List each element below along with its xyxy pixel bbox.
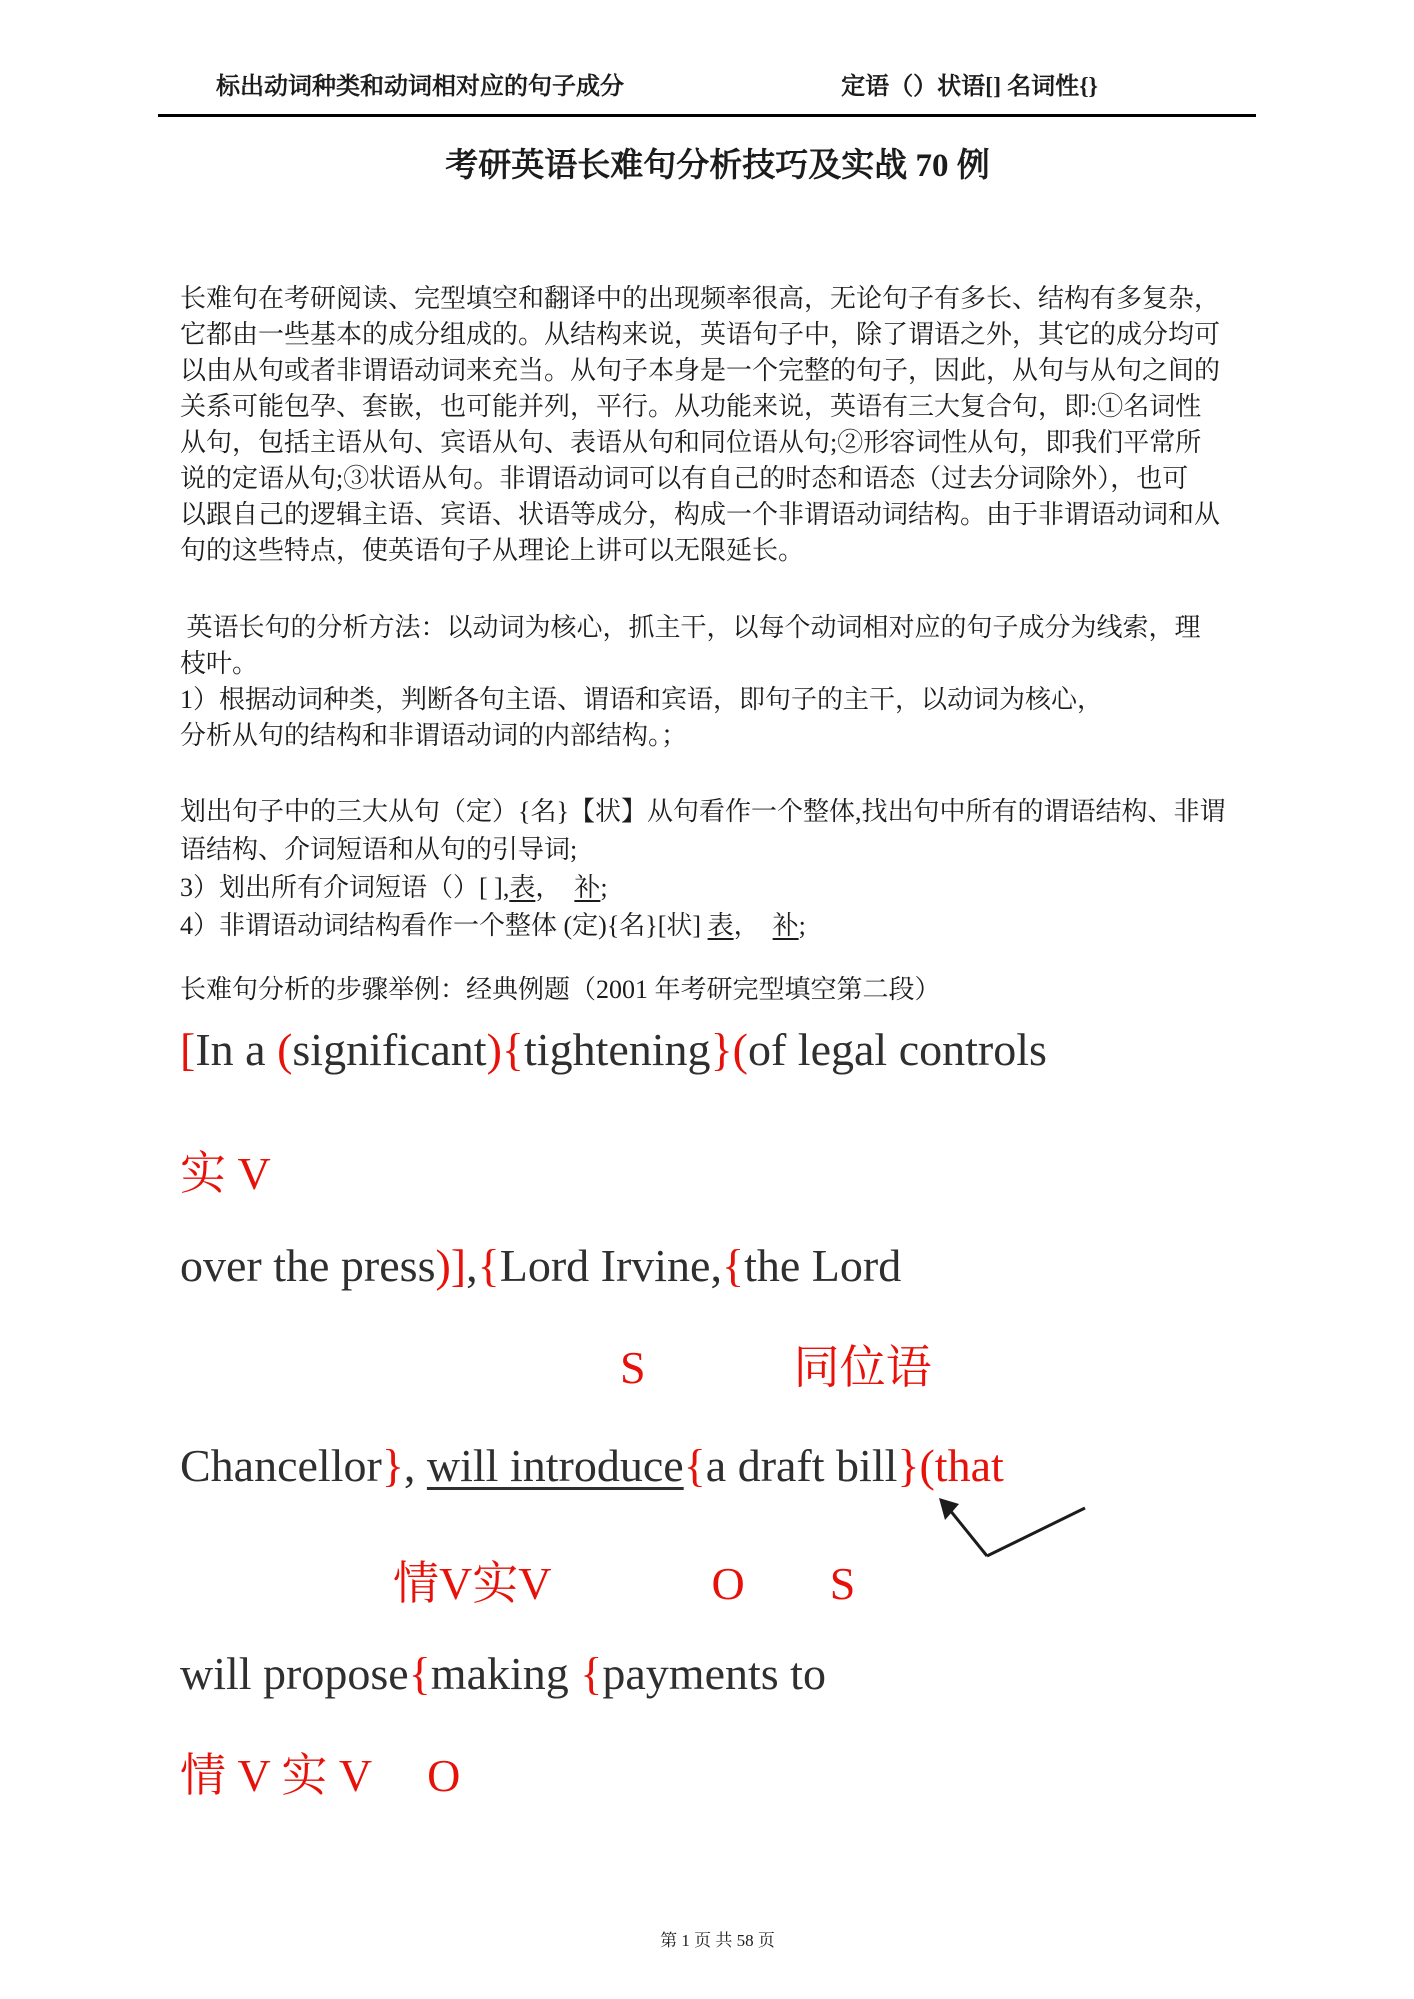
example-caption: 长难句分析的步骤举例：经典例题（2001 年考研完型填空第二段） <box>180 975 941 1004</box>
markup-symbol: )] <box>435 1240 467 1291</box>
markup-symbol: ( <box>277 1024 293 1075</box>
text-segment: 表 <box>707 911 734 940</box>
rules-line-2: 语结构、介词短语和从句的引导词; <box>180 835 578 864</box>
markup-symbol: 情V实V <box>393 1558 552 1609</box>
header-left-text: 标出动词种类和动词相对应的句子成分 <box>216 74 624 100</box>
markup-symbol: S <box>620 1342 646 1393</box>
text-segment: , <box>403 1440 427 1491</box>
paragraph-line: 长难句在考研阅读、完型填空和翻译中的出现频率很高，无论句子有多长、结构有多复杂， <box>180 284 1221 313</box>
rules-line-4 <box>180 907 1265 945</box>
text-segment: significant <box>292 1024 487 1075</box>
markup-symbol: 情 V 实 V <box>180 1750 373 1801</box>
annotation-line-3 <box>180 1556 855 1612</box>
markup-symbol: { <box>408 1648 431 1699</box>
annotation-arrow-icon <box>925 1494 1095 1566</box>
markup-symbol: O <box>711 1558 745 1609</box>
text-segment: will propose <box>180 1648 409 1699</box>
markup-symbol: } <box>897 1440 920 1491</box>
text-segment: , <box>466 1240 478 1291</box>
markup-symbol: 同位语 <box>793 1342 932 1393</box>
markup-symbol: [ <box>180 1024 196 1075</box>
markup-symbol: ) <box>486 1024 502 1075</box>
sentence-line-2 <box>180 1238 901 1294</box>
paragraph-line: 英语长句的分析方法：以动词为核心，抓主干，以每个动词相对应的句子成分为线索，理 <box>180 613 1201 642</box>
text-segment: payments to <box>602 1648 826 1699</box>
annotation-line-2 <box>180 1340 932 1396</box>
text-segment: making <box>430 1648 581 1699</box>
markup-symbol: } <box>381 1440 404 1491</box>
text-segment: Chancellor <box>180 1440 382 1491</box>
markup-symbol: 实 V <box>180 1148 271 1199</box>
text-segment: 表 <box>509 873 536 902</box>
text-segment: Lord Irvine, <box>499 1240 722 1291</box>
paragraph-line: 枝叶。 <box>180 649 259 678</box>
annotation-line-1 <box>180 1146 271 1202</box>
text-segment: 补 <box>772 911 799 940</box>
paragraph-line: 以跟自己的逻辑主语、宾语、状语等成分，构成一个非谓语动词结构。由于非谓语动词和从 <box>180 500 1221 529</box>
annotation-line-4 <box>180 1748 460 1804</box>
rules-paragraph <box>180 793 1265 945</box>
text-segment: of legal controls <box>747 1024 1047 1075</box>
paragraph-line: 它都由一些基本的成分组成的。从结构来说，英语句子中，除了谓语之外，其它的成分均可 <box>180 320 1221 349</box>
method-paragraph <box>180 610 1265 754</box>
paragraph-line: 说的定语从句;③状语从句。非谓语动词可以有自己的时态和语态（过去分词除外），也可 <box>180 464 1189 493</box>
rules-line-1: 划出句子中的三大从句（定）{名}【状】从句看作一个整体,找出句中所有的谓语结构、非谓 <box>180 797 1226 826</box>
sentence-line-3 <box>180 1438 1004 1494</box>
paragraph-line: 从句，包括主语从句、宾语从句、表语从句和同位语从句;②形容词性从句，即我们平常所 <box>180 428 1202 457</box>
text-segment: ; <box>600 873 608 902</box>
text-segment: 4）非谓语动词结构看作一个整体 (定){名}[状] <box>180 911 708 940</box>
text-segment: 3）划出所有介词短语（）[ ], <box>180 873 510 902</box>
sentence-line-4 <box>180 1646 826 1702</box>
markup-symbol: ( <box>732 1024 748 1075</box>
header-right-text: 定语（）状语[] 名词性{} <box>841 74 1098 100</box>
paragraph-line: 以由从句或者非谓语动词来充当。从句子本身是一个完整的句子，因此，从句与从句之间的 <box>180 356 1221 385</box>
text-segment: ; <box>798 911 806 940</box>
paragraph-line: 1）根据动词种类，判断各句主语、谓语和宾语，即句子的主干，以动词为核心， <box>180 685 1104 714</box>
text-segment: ， <box>733 911 773 940</box>
markup-symbol: { <box>580 1648 603 1699</box>
page-title: 考研英语长难句分析技巧及实战 70 例 <box>445 148 990 184</box>
text-segment: 补 <box>574 873 601 902</box>
sentence-line-1 <box>180 1022 1047 1078</box>
paragraph-line: 句的这些特点，使英语句子从理论上讲可以无限延长。 <box>180 536 805 565</box>
markup-symbol: } <box>710 1024 733 1075</box>
intro-paragraph <box>180 281 1265 569</box>
page-footer: 第 1 页 共 58 页 <box>660 1931 775 1950</box>
paragraph-line: 关系可能包孕、套嵌，也可能并列，平行。从功能来说，英语有三大复合句，即:①名词性 <box>180 392 1202 421</box>
markup-symbol: { <box>683 1440 706 1491</box>
page-header <box>158 72 1256 117</box>
text-segment: ， <box>535 873 575 902</box>
text-segment: In a <box>195 1024 278 1075</box>
text-segment: over the press <box>180 1240 436 1291</box>
text-segment: a draft bill <box>705 1440 898 1491</box>
markup-symbol: S <box>829 1558 856 1609</box>
rules-line-3 <box>180 869 1265 907</box>
markup-symbol: O <box>427 1750 461 1801</box>
markup-symbol: { <box>477 1240 500 1291</box>
paragraph-line: 分析从句的结构和非谓语动词的内部结构。； <box>180 721 688 750</box>
markup-symbol: { <box>501 1024 525 1075</box>
markup-symbol: (that <box>919 1440 1004 1491</box>
markup-symbol: { <box>721 1240 745 1291</box>
text-segment: the Lord <box>744 1240 902 1291</box>
text-segment: tightening <box>524 1024 711 1075</box>
text-segment: will introduce <box>426 1440 684 1491</box>
